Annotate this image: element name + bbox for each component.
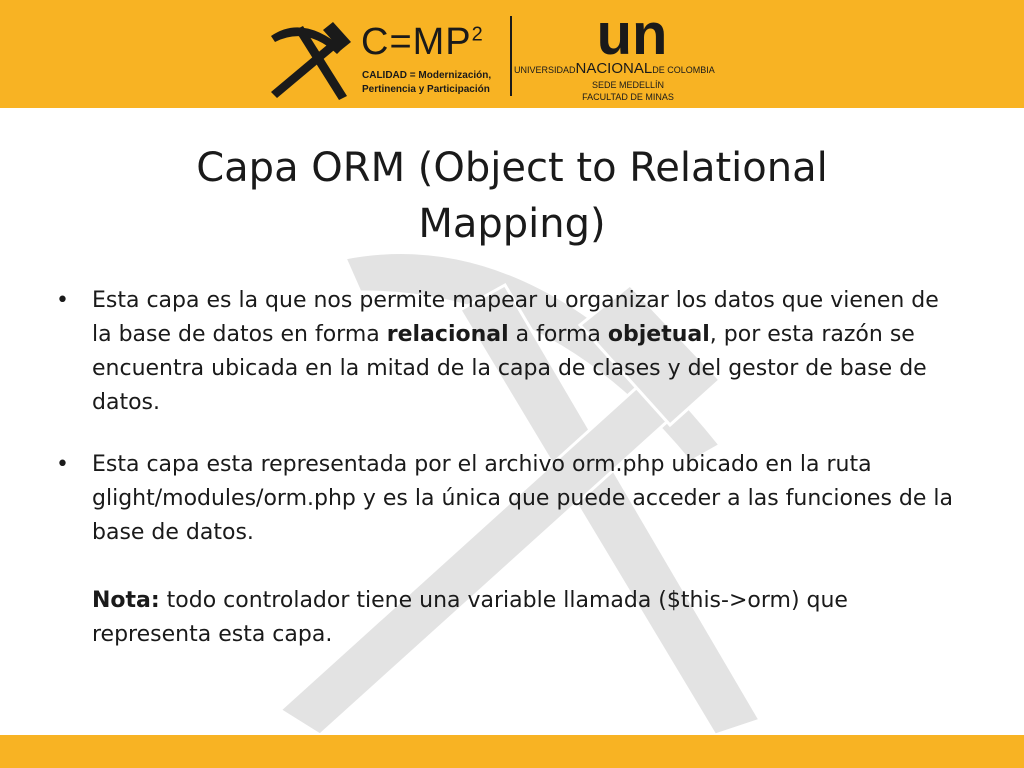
bullet1-text-c: , por esta razón se encuentra ubicada en la mitad de la capa de clases y del gestor de base de datos. — [92, 322, 927, 415]
bullet-item-1 — [56, 284, 956, 420]
note-label: Nota: — [92, 588, 160, 613]
pickaxe-hammer-icon — [265, 12, 357, 100]
un-name: NACIONAL — [575, 60, 653, 77]
un-logo — [512, 8, 752, 103]
note-paragraph — [92, 584, 956, 652]
un-sede: SEDE MEDELLÍN — [591, 80, 665, 90]
slide-title-line1: Capa ORM (Object to Relational — [196, 145, 828, 191]
bullet-item-2 — [56, 448, 956, 652]
footer-band — [0, 735, 1024, 768]
bullet1-bold-relacional: relacional — [386, 322, 509, 347]
un-wordmark — [582, 12, 682, 58]
slide-title-line2: Mapping) — [418, 201, 606, 247]
bullet-marker: • — [56, 288, 69, 313]
un-suffix: DE COLOMBIA — [652, 65, 715, 75]
bullet1-text-b: a forma — [508, 322, 608, 347]
bullet2-text: Esta capa esta representada por el archivo orm.php ubicado en la ruta glight/modules/orm.php y es la única que puede acceder a las funciones de la base de datos. — [92, 452, 953, 545]
un-university-line — [514, 60, 715, 77]
cmp-logo — [265, 12, 505, 100]
bullet-marker: • — [56, 452, 69, 477]
cmp-superscript: 2 — [471, 23, 484, 46]
un-wordmark-text: un — [596, 12, 668, 58]
bullet-list — [56, 284, 956, 680]
un-facultad: FACULTAD DE MINAS — [582, 92, 674, 102]
slide-title — [100, 140, 924, 252]
bullet1-text-a: Esta capa es la que nos permite mapear u organizar los datos que vienen de la base de datos en forma — [92, 288, 939, 347]
cmp-title: $C=MP^2$ — [361, 21, 484, 63]
note-text: todo controlador tiene una variable llamada ($this->orm) que representa esta capa. — [92, 588, 848, 647]
bullet1-bold-objetual: objetual — [607, 322, 710, 347]
cmp-subtitle-line2: Pertinencia y Participación — [362, 84, 490, 95]
cmp-subtitle-line1: CALIDAD = Modernización, — [362, 70, 492, 81]
un-prefix: UNIVERSIDAD — [514, 65, 576, 75]
